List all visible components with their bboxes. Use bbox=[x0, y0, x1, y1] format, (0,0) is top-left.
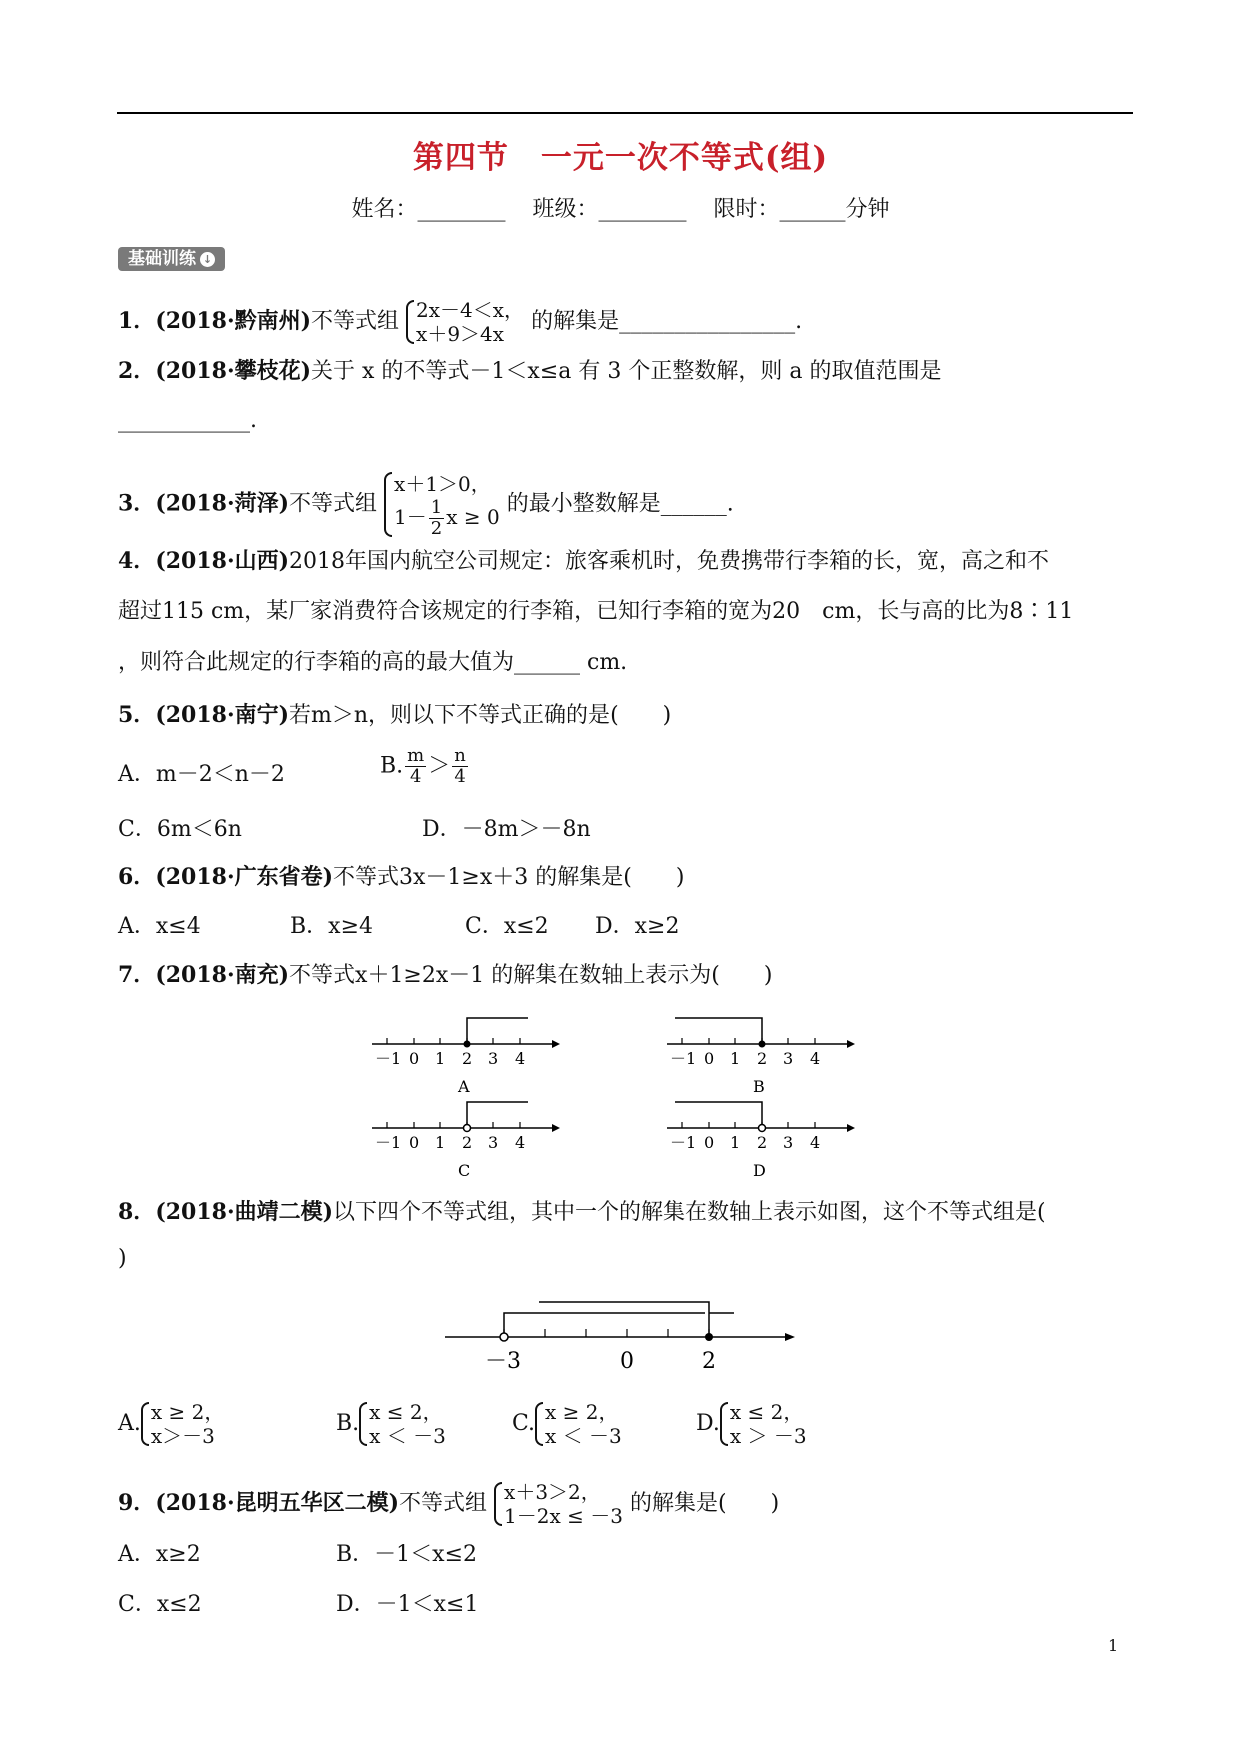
q7a-tick-6: 4 bbox=[515, 1049, 526, 1068]
q6-option-a[interactable]: A．x≤4 bbox=[118, 914, 201, 939]
q9-number: 9． bbox=[118, 1490, 156, 1516]
q7-number-line-figures bbox=[372, 1010, 862, 1185]
q6-source: (2018·广东省卷) bbox=[155, 864, 334, 890]
q2-number: 2． bbox=[118, 358, 156, 384]
download-arrow-icon: ↓ bbox=[200, 252, 215, 267]
q3-prefix: 不等式组 bbox=[289, 491, 378, 517]
q2-answer-blank: ____________. bbox=[118, 408, 257, 433]
q8-d-ineq-2: x ＞ －3 bbox=[729, 1424, 807, 1448]
q8-tick-0: 0 bbox=[620, 1349, 634, 1374]
q7a-label: A bbox=[458, 1077, 470, 1096]
q8-option-a[interactable] bbox=[118, 1400, 224, 1448]
q5-b-label: B. bbox=[380, 753, 404, 779]
q7-option-a-graph[interactable] bbox=[372, 1018, 560, 1096]
q9-ineq-2: 1－2x ≤ －3 bbox=[504, 1504, 623, 1528]
q7b-tick-3: 1 bbox=[730, 1049, 741, 1068]
question-2 bbox=[118, 356, 941, 387]
q7d-tick-3: 1 bbox=[730, 1133, 741, 1152]
q8-option-b[interactable] bbox=[336, 1400, 446, 1448]
q1-source: (2018·黔南州) bbox=[155, 308, 312, 334]
q4-number: 4． bbox=[118, 548, 156, 574]
q7-option-d-graph[interactable] bbox=[667, 1102, 855, 1180]
q3-ineq-2 bbox=[394, 498, 500, 539]
q7c-tick-1: －1 bbox=[375, 1133, 402, 1152]
question-8 bbox=[118, 1197, 1046, 1228]
q8-c-system bbox=[535, 1400, 622, 1448]
q3-frac-den: 2 bbox=[430, 518, 443, 539]
q5-text: 若m＞n，则以下不等式正确的是( ) bbox=[289, 703, 672, 728]
question-7 bbox=[118, 960, 772, 991]
q7c-tick-2: 0 bbox=[409, 1133, 420, 1152]
q7-text: 不等式x＋1≥2x－1 的解集在数轴上表示为( ) bbox=[289, 963, 773, 988]
q7-option-c-graph[interactable] bbox=[372, 1102, 560, 1180]
q7a-tick-4: 2 bbox=[462, 1049, 473, 1068]
q7b-tick-4: 2 bbox=[757, 1049, 768, 1068]
question-4 bbox=[118, 546, 1049, 577]
q8-option-d[interactable] bbox=[696, 1400, 807, 1448]
question-1 bbox=[118, 298, 802, 346]
q8-b-system bbox=[359, 1400, 446, 1448]
q3-frac-num: 1 bbox=[430, 497, 443, 518]
q8-b-ineq-1: x ≤ 2， bbox=[369, 1400, 443, 1424]
q3-ineq-2-a: 1－ bbox=[394, 505, 427, 529]
q8-a-label: A. bbox=[118, 1411, 141, 1436]
q8-a-system bbox=[141, 1400, 224, 1448]
q1-ineq-2: x＋9＞4x bbox=[416, 322, 505, 346]
q6-option-c[interactable]: C．x≤2 bbox=[465, 914, 549, 939]
q7d-tick-2: 0 bbox=[704, 1133, 715, 1152]
q7d-label: D bbox=[753, 1161, 766, 1180]
q8-source: (2018·曲靖二模) bbox=[155, 1199, 334, 1225]
q7d-tick-4: 2 bbox=[757, 1133, 768, 1152]
q8-tick-neg3: －3 bbox=[485, 1349, 521, 1374]
q7d-tick-5: 3 bbox=[783, 1133, 794, 1152]
page-title: 第四节 一元一次不等式(组) bbox=[412, 140, 829, 176]
q3-source: (2018·菏泽) bbox=[155, 490, 290, 517]
q7c-tick-4: 2 bbox=[462, 1133, 473, 1152]
question-3 bbox=[118, 470, 734, 539]
q7b-label: B bbox=[753, 1077, 765, 1096]
class-field: 班级：________ bbox=[532, 197, 687, 222]
q8-d-system bbox=[720, 1400, 807, 1448]
q8-a-ineq-2: x＞－3 bbox=[150, 1424, 215, 1448]
q3-fraction bbox=[429, 498, 444, 539]
q8-c-label: C. bbox=[512, 1411, 536, 1436]
q5-option-c[interactable]: C．6m＜6n bbox=[118, 817, 242, 842]
q6-text: 不等式3x－1≥x＋3 的解集是( ) bbox=[333, 865, 685, 890]
q7a-tick-5: 3 bbox=[488, 1049, 499, 1068]
q2-text: 关于 x 的不等式－1＜x≤a 有 3 个正整数解，则 a 的取值范围是 bbox=[311, 359, 942, 384]
q1-prefix: 不等式组 bbox=[311, 309, 400, 334]
q9-option-a[interactable]: A．x≥2 bbox=[118, 1542, 201, 1567]
q7-source: (2018·南充) bbox=[155, 962, 290, 988]
q7d-tick-6: 4 bbox=[810, 1133, 821, 1152]
q1-number: 1． bbox=[118, 308, 156, 334]
q5-option-a[interactable]: A．m－2＜n－2 bbox=[118, 762, 285, 787]
q7b-tick-6: 4 bbox=[810, 1049, 821, 1068]
q8-tick-2: 2 bbox=[702, 1349, 716, 1374]
q9-option-b[interactable]: B．－1＜x≤2 bbox=[336, 1542, 478, 1567]
q8-option-c[interactable] bbox=[512, 1400, 622, 1448]
q5-b-frac-1 bbox=[405, 746, 426, 787]
q7a-tick-2: 0 bbox=[409, 1049, 420, 1068]
q8-number-line bbox=[445, 1296, 795, 1376]
q9-option-d[interactable]: D．－1＜x≤1 bbox=[336, 1592, 479, 1617]
q1-ineq-1: 2x－4＜x， bbox=[416, 298, 525, 322]
q8-a-ineq-1: x ≥ 2， bbox=[150, 1400, 225, 1424]
question-6 bbox=[118, 862, 684, 893]
q8-d-label: D. bbox=[696, 1411, 720, 1436]
question-5 bbox=[118, 700, 671, 731]
q7a-tick-3: 1 bbox=[435, 1049, 446, 1068]
q3-suffix: 的最小整数解是______. bbox=[506, 491, 734, 517]
q8-text-cont: ) bbox=[118, 1246, 127, 1271]
q8-b-ineq-2: x ＜ －3 bbox=[369, 1424, 446, 1448]
q9-system bbox=[494, 1480, 623, 1528]
q7c-tick-6: 4 bbox=[515, 1133, 526, 1152]
section-badge bbox=[118, 247, 225, 271]
q5-b-operator: ＞ bbox=[428, 753, 451, 779]
q4-source: (2018·山西) bbox=[155, 548, 290, 574]
q6-option-b[interactable]: B．x≥4 bbox=[290, 914, 374, 939]
q7b-tick-1: －1 bbox=[670, 1049, 697, 1068]
q7c-tick-3: 1 bbox=[435, 1133, 446, 1152]
q1-system bbox=[406, 298, 524, 346]
q5-b-num-2: n bbox=[454, 745, 466, 766]
q7c-tick-5: 3 bbox=[488, 1133, 499, 1152]
q8-d-ineq-1: x ≤ 2， bbox=[729, 1400, 804, 1424]
q5-option-d[interactable]: D．－8m＞－8n bbox=[422, 817, 591, 842]
q5-b-num-1: m bbox=[407, 745, 425, 766]
q8-c-ineq-2: x ＜ －3 bbox=[545, 1424, 622, 1448]
q8-c-ineq-1: x ≥ 2， bbox=[545, 1400, 619, 1424]
student-info bbox=[0, 192, 1241, 223]
q1-suffix: 的解集是________________. bbox=[531, 309, 803, 334]
q7b-tick-5: 3 bbox=[783, 1049, 794, 1068]
q6-option-d[interactable]: D．x≥2 bbox=[595, 914, 680, 939]
q8-text: 以下四个不等式组，其中一个的解集在数轴上表示如图，这个不等式组是( bbox=[333, 1200, 1046, 1225]
q9-ineq-1: x＋3＞2， bbox=[504, 1480, 601, 1504]
time-field: 限时：______分钟 bbox=[713, 197, 890, 222]
q5-number: 5． bbox=[118, 702, 156, 728]
section-badge-label: 基础训练 bbox=[128, 249, 196, 269]
page-number: 1 bbox=[1108, 1636, 1119, 1655]
q5-source: (2018·南宁) bbox=[155, 702, 290, 728]
q8-number: 8． bbox=[118, 1199, 156, 1225]
question-9 bbox=[118, 1480, 779, 1528]
q2-source: (2018·攀枝花) bbox=[155, 358, 312, 384]
q3-number: 3． bbox=[118, 490, 156, 517]
q6-number: 6． bbox=[118, 864, 156, 890]
q9-option-c[interactable]: C．x≤2 bbox=[118, 1592, 202, 1617]
q4-line-2: 超过115 cm，某厂家消费符合该规定的行李箱，已知行李箱的宽为20 cm，长与高的比为8∶11 bbox=[118, 599, 1074, 624]
q8-b-label: B. bbox=[336, 1411, 360, 1436]
q7a-tick-1: －1 bbox=[375, 1049, 402, 1068]
q4-line-1: 2018年国内航空公司规定：旅客乘机时，免费携带行李箱的长，宽，高之和不 bbox=[289, 549, 1050, 574]
q7b-tick-2: 0 bbox=[704, 1049, 715, 1068]
q9-source: (2018·昆明五华区二模) bbox=[155, 1490, 400, 1516]
q9-suffix: 的解集是( ) bbox=[629, 1491, 780, 1516]
q5-b-den-2: 4 bbox=[454, 766, 466, 787]
q7c-label: C bbox=[458, 1161, 471, 1180]
q4-line-3: ，则符合此规定的行李箱的高的最大值为______ cm. bbox=[118, 650, 628, 675]
q3-ineq-2-b: x ≥ 0 bbox=[446, 505, 500, 529]
top-rule bbox=[117, 112, 1133, 114]
q7-number: 7． bbox=[118, 962, 156, 988]
q5-b-frac-2 bbox=[452, 746, 468, 787]
q7d-tick-1: －1 bbox=[670, 1133, 697, 1152]
q3-system bbox=[384, 470, 500, 539]
q9-prefix: 不等式组 bbox=[399, 1491, 488, 1516]
q5-option-b[interactable] bbox=[380, 746, 470, 787]
name-field: 姓名：________ bbox=[351, 197, 506, 222]
q7-option-b-graph[interactable] bbox=[667, 1018, 855, 1096]
q3-ineq-1: x＋1＞0， bbox=[394, 472, 491, 496]
q5-b-den-1: 4 bbox=[409, 766, 422, 787]
